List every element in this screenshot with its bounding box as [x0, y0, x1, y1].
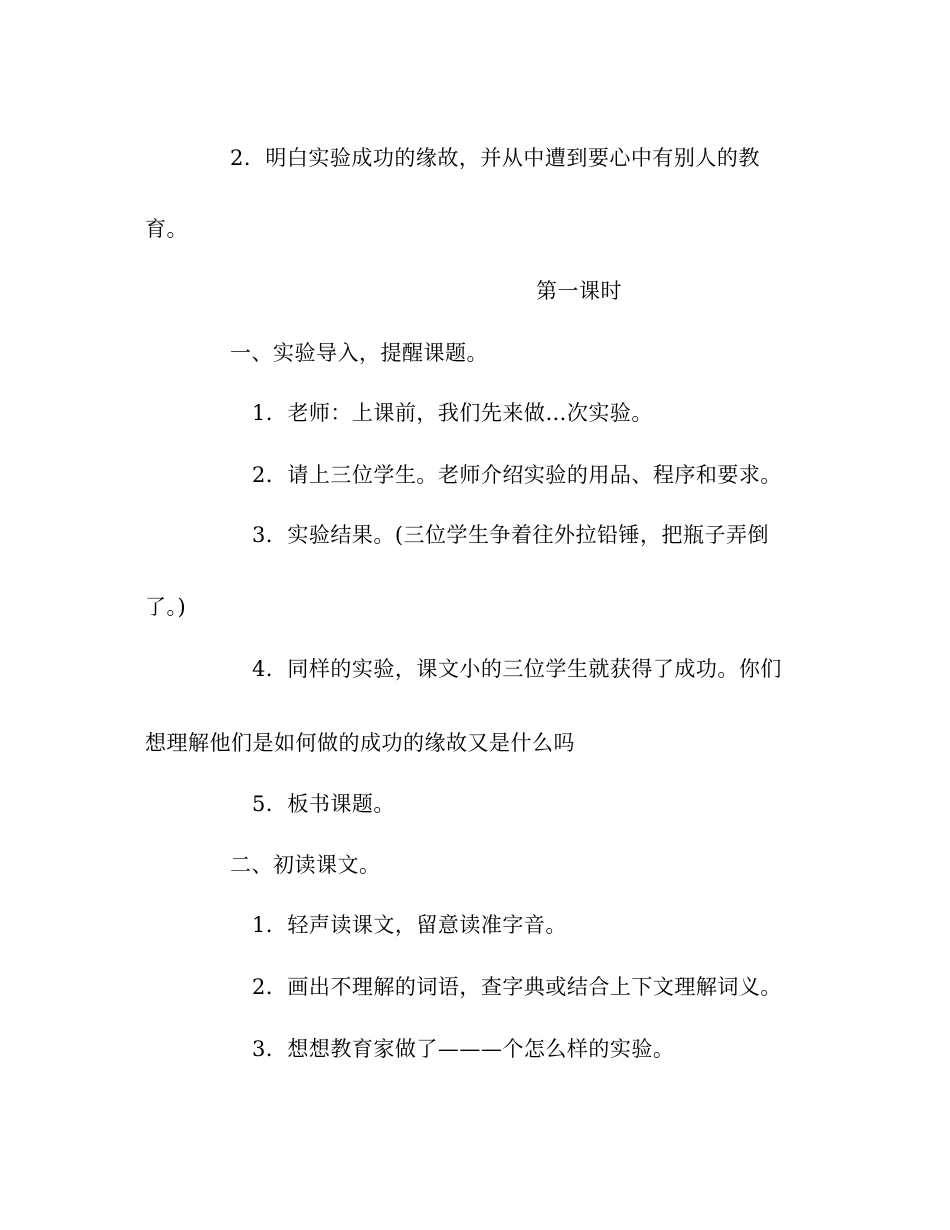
paragraph-line: 了。)	[145, 595, 187, 619]
list-item: 1．老师：上课前，我们先来做…次实验。	[252, 401, 653, 425]
list-item: 2．请上三位学生。老师介绍实验的用品、程序和要求。	[252, 463, 782, 487]
section-title: 第一课时	[536, 279, 622, 303]
paragraph-line: 想理解他们是如何做的成功的缘故又是什么吗	[145, 731, 575, 755]
list-item: 3．想想教育家做了———个怎么样的实验。	[252, 1037, 675, 1061]
list-item: 2．画出不理解的词语，查字典或结合上下文理解词义。	[252, 975, 782, 999]
list-item: 4．同样的实验，课文小的三位学生就获得了成功。你们	[252, 657, 782, 681]
paragraph-line: 育。	[145, 217, 188, 241]
section-heading: 一、实验导入，提醒课题。	[230, 341, 488, 365]
list-item: 1．轻声读课文，留意读准字音。	[252, 913, 567, 937]
list-item: 3．实验结果。(三位学生争着往外拉铅锤，把瓶子弄倒	[252, 523, 770, 547]
section-heading: 二、初读课文。	[230, 853, 381, 877]
list-item: 5．板书课题。	[252, 792, 395, 816]
paragraph-line: 2．明白实验成功的缘故，并从中遭到要心中有别人的教	[230, 146, 760, 170]
